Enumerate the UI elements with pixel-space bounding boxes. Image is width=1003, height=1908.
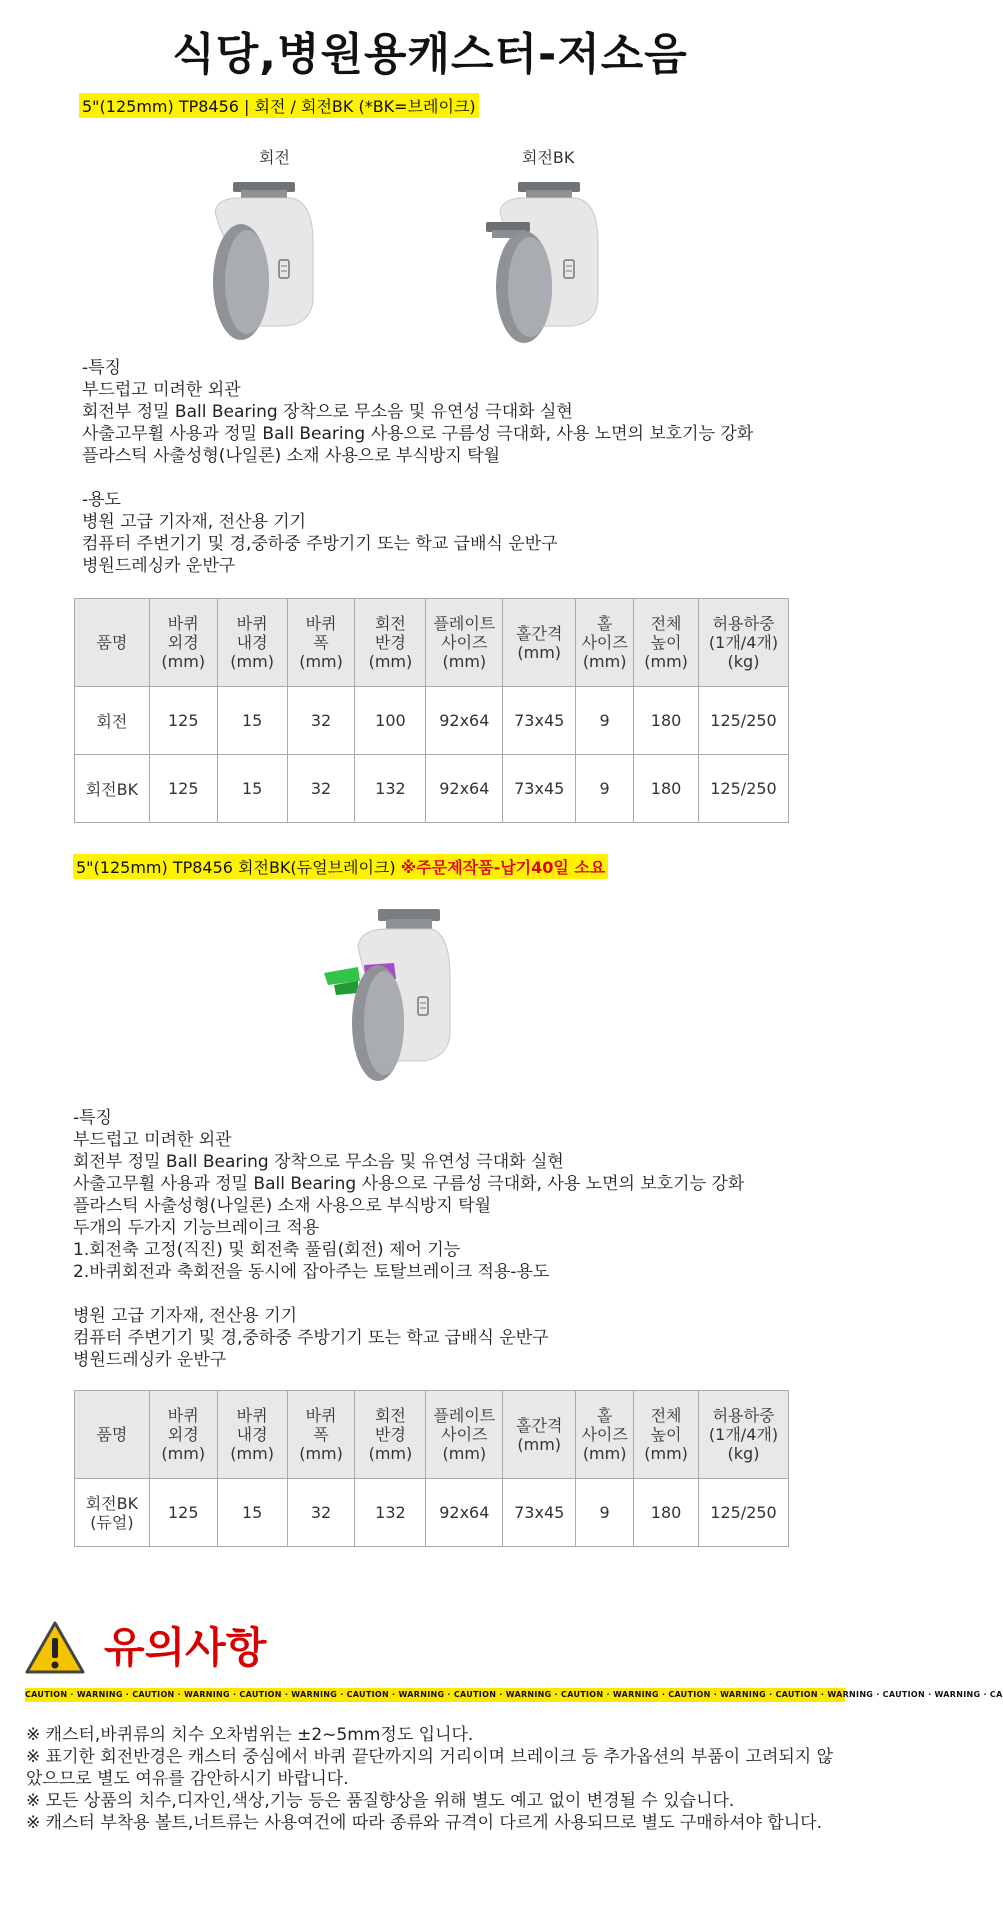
header-cell: 품명 (75, 1391, 150, 1479)
table-row (75, 687, 789, 755)
feature-line: 두개의 두가지 기능브레이크 적용 (73, 1218, 320, 1238)
feature-line: 사출고무휠 사용과 정밀 Ball Bearing 사용으로 구름성 극대화, 사용 노면의 보호기능 강화 (73, 1174, 745, 1194)
feature-line: 부드럽고 미려한 외관 (73, 1130, 232, 1150)
table-cell: 15 (217, 687, 287, 755)
table-cell: 회전 (75, 687, 150, 755)
feature-line: 2.바퀴회전과 축회전을 동시에 잡아주는 토탈브레이크 적용-용도 (73, 1262, 550, 1282)
table-cell: 132 (355, 1479, 426, 1547)
table-cell: 180 (634, 1479, 699, 1547)
usage-line: 병원드레싱카 운반구 (73, 1350, 227, 1370)
feature-line: -특징 (73, 1108, 112, 1128)
feature-line (73, 1283, 744, 1305)
section1-header: 5"(125mm) TP8456 | 회전 / 회전BK (*BK=브레이크) (79, 93, 479, 118)
header-cell: 회전 반경 (mm) (355, 599, 426, 687)
header-cell: 바퀴 내경 (mm) (217, 599, 287, 687)
feature-line: 사출고무휠 사용과 정밀 Ball Bearing 사용으로 구름성 극대화, 사용 노면의 보호기능 강화 (82, 424, 754, 444)
caution-notes (26, 1724, 836, 1834)
header-cell: 바퀴 외경 (mm) (149, 599, 217, 687)
caution-note: ※ 캐스터 부착용 볼트,너트류는 사용여건에 따라 종류와 규격이 다르게 사용되므로 별도 구매하셔야 합니다. (26, 1813, 823, 1833)
header-cell: 홀 사이즈 (mm) (576, 599, 634, 687)
table-cell: 회전BK (듀얼) (75, 1479, 150, 1547)
usage-line: 병원 고급 기자재, 전산용 기기 (82, 512, 307, 532)
table-cell: 73x45 (503, 755, 576, 823)
usage-line: -용도 (82, 490, 121, 510)
header-cell: 회전 반경 (mm) (355, 1391, 426, 1479)
table-cell: 100 (355, 687, 426, 755)
table-cell: 132 (355, 755, 426, 823)
section1-features (82, 357, 753, 577)
page-title: 식당,병원용캐스터-저소음 (172, 29, 688, 80)
table-cell: 15 (217, 755, 287, 823)
table-cell: 180 (634, 687, 699, 755)
table-cell: 32 (287, 687, 355, 755)
image-label-swivel: 회전 (259, 148, 290, 167)
feature-line: 회전부 정밀 Ball Bearing 장착으로 무소음 및 유연성 극대화 실현 (73, 1152, 564, 1172)
feature-line (82, 467, 753, 489)
caution-note: ※ 모든 상품의 치수,디자인,색상,기능 등은 품질향상을 위해 별도 예고 없이 변경될 수 있습니다. (26, 1791, 735, 1811)
table-cell: 9 (576, 1479, 634, 1547)
header-cell: 바퀴 내경 (mm) (217, 1391, 287, 1479)
feature-line: 회전부 정밀 Ball Bearing 장착으로 무소음 및 유연성 극대화 실현 (82, 402, 573, 422)
feature-line: 플라스틱 사출성형(나일론) 소재 사용으로 부식방지 탁월 (73, 1196, 491, 1216)
header-cell: 전체 높이 (mm) (634, 599, 699, 687)
table-cell: 73x45 (503, 1479, 576, 1547)
table-cell: 125 (149, 1479, 217, 1547)
table-cell: 92x64 (426, 1479, 503, 1547)
table-row (75, 1479, 789, 1547)
section2-features (73, 1107, 744, 1371)
caster-dual-brake-image (318, 905, 468, 1090)
table-cell: 73x45 (503, 687, 576, 755)
table-cell: 회전BK (75, 755, 150, 823)
header-cell: 바퀴 폭 (mm) (287, 1391, 355, 1479)
header-cell: 허용하중 (1개/4개) (kg) (699, 599, 789, 687)
table-cell: 125/250 (699, 687, 789, 755)
header-cell: 플레이트 사이즈 (mm) (426, 1391, 503, 1479)
header-cell: 바퀴 외경 (mm) (149, 1391, 217, 1479)
header-cell: 바퀴 폭 (mm) (287, 599, 355, 687)
table-row (75, 755, 789, 823)
warning-icon (24, 1620, 86, 1676)
image-label-swivel-brake: 회전BK (522, 148, 575, 167)
header-cell: 품명 (75, 599, 150, 687)
feature-line: 1.회전축 고정(직진) 및 회전축 풀림(회전) 제어 기능 (73, 1240, 461, 1260)
section2-header (73, 854, 608, 879)
header-cell: 홀 사이즈 (mm) (576, 1391, 634, 1479)
table-cell: 125/250 (699, 1479, 789, 1547)
caution-note: ※ 표기한 회전반경은 캐스터 중심에서 바퀴 끝단까지의 거리이며 브레이크 등 추가옵션의 부품이 고려되지 않았으므로 별도 여유를 감안하시기 바랍니다. (26, 1747, 834, 1789)
feature-line: 부드럽고 미려한 외관 (82, 380, 241, 400)
caster-swivel-brake-image (478, 172, 608, 352)
caution-title: 유의사항 (104, 1623, 267, 1672)
feature-line: 플라스틱 사출성형(나일론) 소재 사용으로 부식방지 탁월 (82, 446, 500, 466)
header-cell: 플레이트 사이즈 (mm) (426, 599, 503, 687)
usage-line: 컴퓨터 주변기기 및 경,중하중 주방기기 또는 학교 급배식 운반구 (82, 534, 558, 554)
usage-line: 병원 고급 기자재, 전산용 기기 (73, 1306, 298, 1326)
header-cell: 전체 높이 (mm) (634, 1391, 699, 1479)
table-cell: 9 (576, 687, 634, 755)
table-cell: 32 (287, 1479, 355, 1547)
table-cell: 125/250 (699, 755, 789, 823)
table-cell: 92x64 (426, 755, 503, 823)
table-cell: 32 (287, 755, 355, 823)
usage-line: 컴퓨터 주변기기 및 경,중하중 주방기기 또는 학교 급배식 운반구 (73, 1328, 549, 1348)
table-header-row (75, 1391, 789, 1479)
table-cell: 125 (149, 687, 217, 755)
caution-tape: CAUTION · WARNING · CAUTION · WARNING · CAUTION · WARNING · CAUTION · WARNING · CAUTION · WARNING · CAUTION · WARNING · CAUTION · WARNING · CAUTION · WARNING · CAUTION · WARNING · CA (25, 1688, 845, 1702)
feature-line: -특징 (82, 358, 121, 378)
spec-table-1 (74, 598, 789, 823)
table-cell: 180 (634, 755, 699, 823)
table-cell: 125 (149, 755, 217, 823)
table-cell: 15 (217, 1479, 287, 1547)
table-header-row (75, 599, 789, 687)
section2-header-text: 5"(125mm) TP8456 회전BK(듀얼브레이크) (76, 858, 401, 877)
header-cell: 홀간격 (mm) (503, 1391, 576, 1479)
header-cell: 홀간격 (mm) (503, 599, 576, 687)
section2-header-notice: ※주문제작품-납기40일 소요 (400, 858, 606, 877)
caster-swivel-image (195, 172, 325, 352)
usage-line: 병원드레싱카 운반구 (82, 556, 236, 576)
header-cell: 허용하중 (1개/4개) (kg) (699, 1391, 789, 1479)
table-cell: 9 (576, 755, 634, 823)
caution-note: ※ 캐스터,바퀴류의 치수 오차범위는 ±2~5mm정도 입니다. (26, 1725, 474, 1745)
table-cell: 92x64 (426, 687, 503, 755)
spec-table-2 (74, 1390, 789, 1547)
